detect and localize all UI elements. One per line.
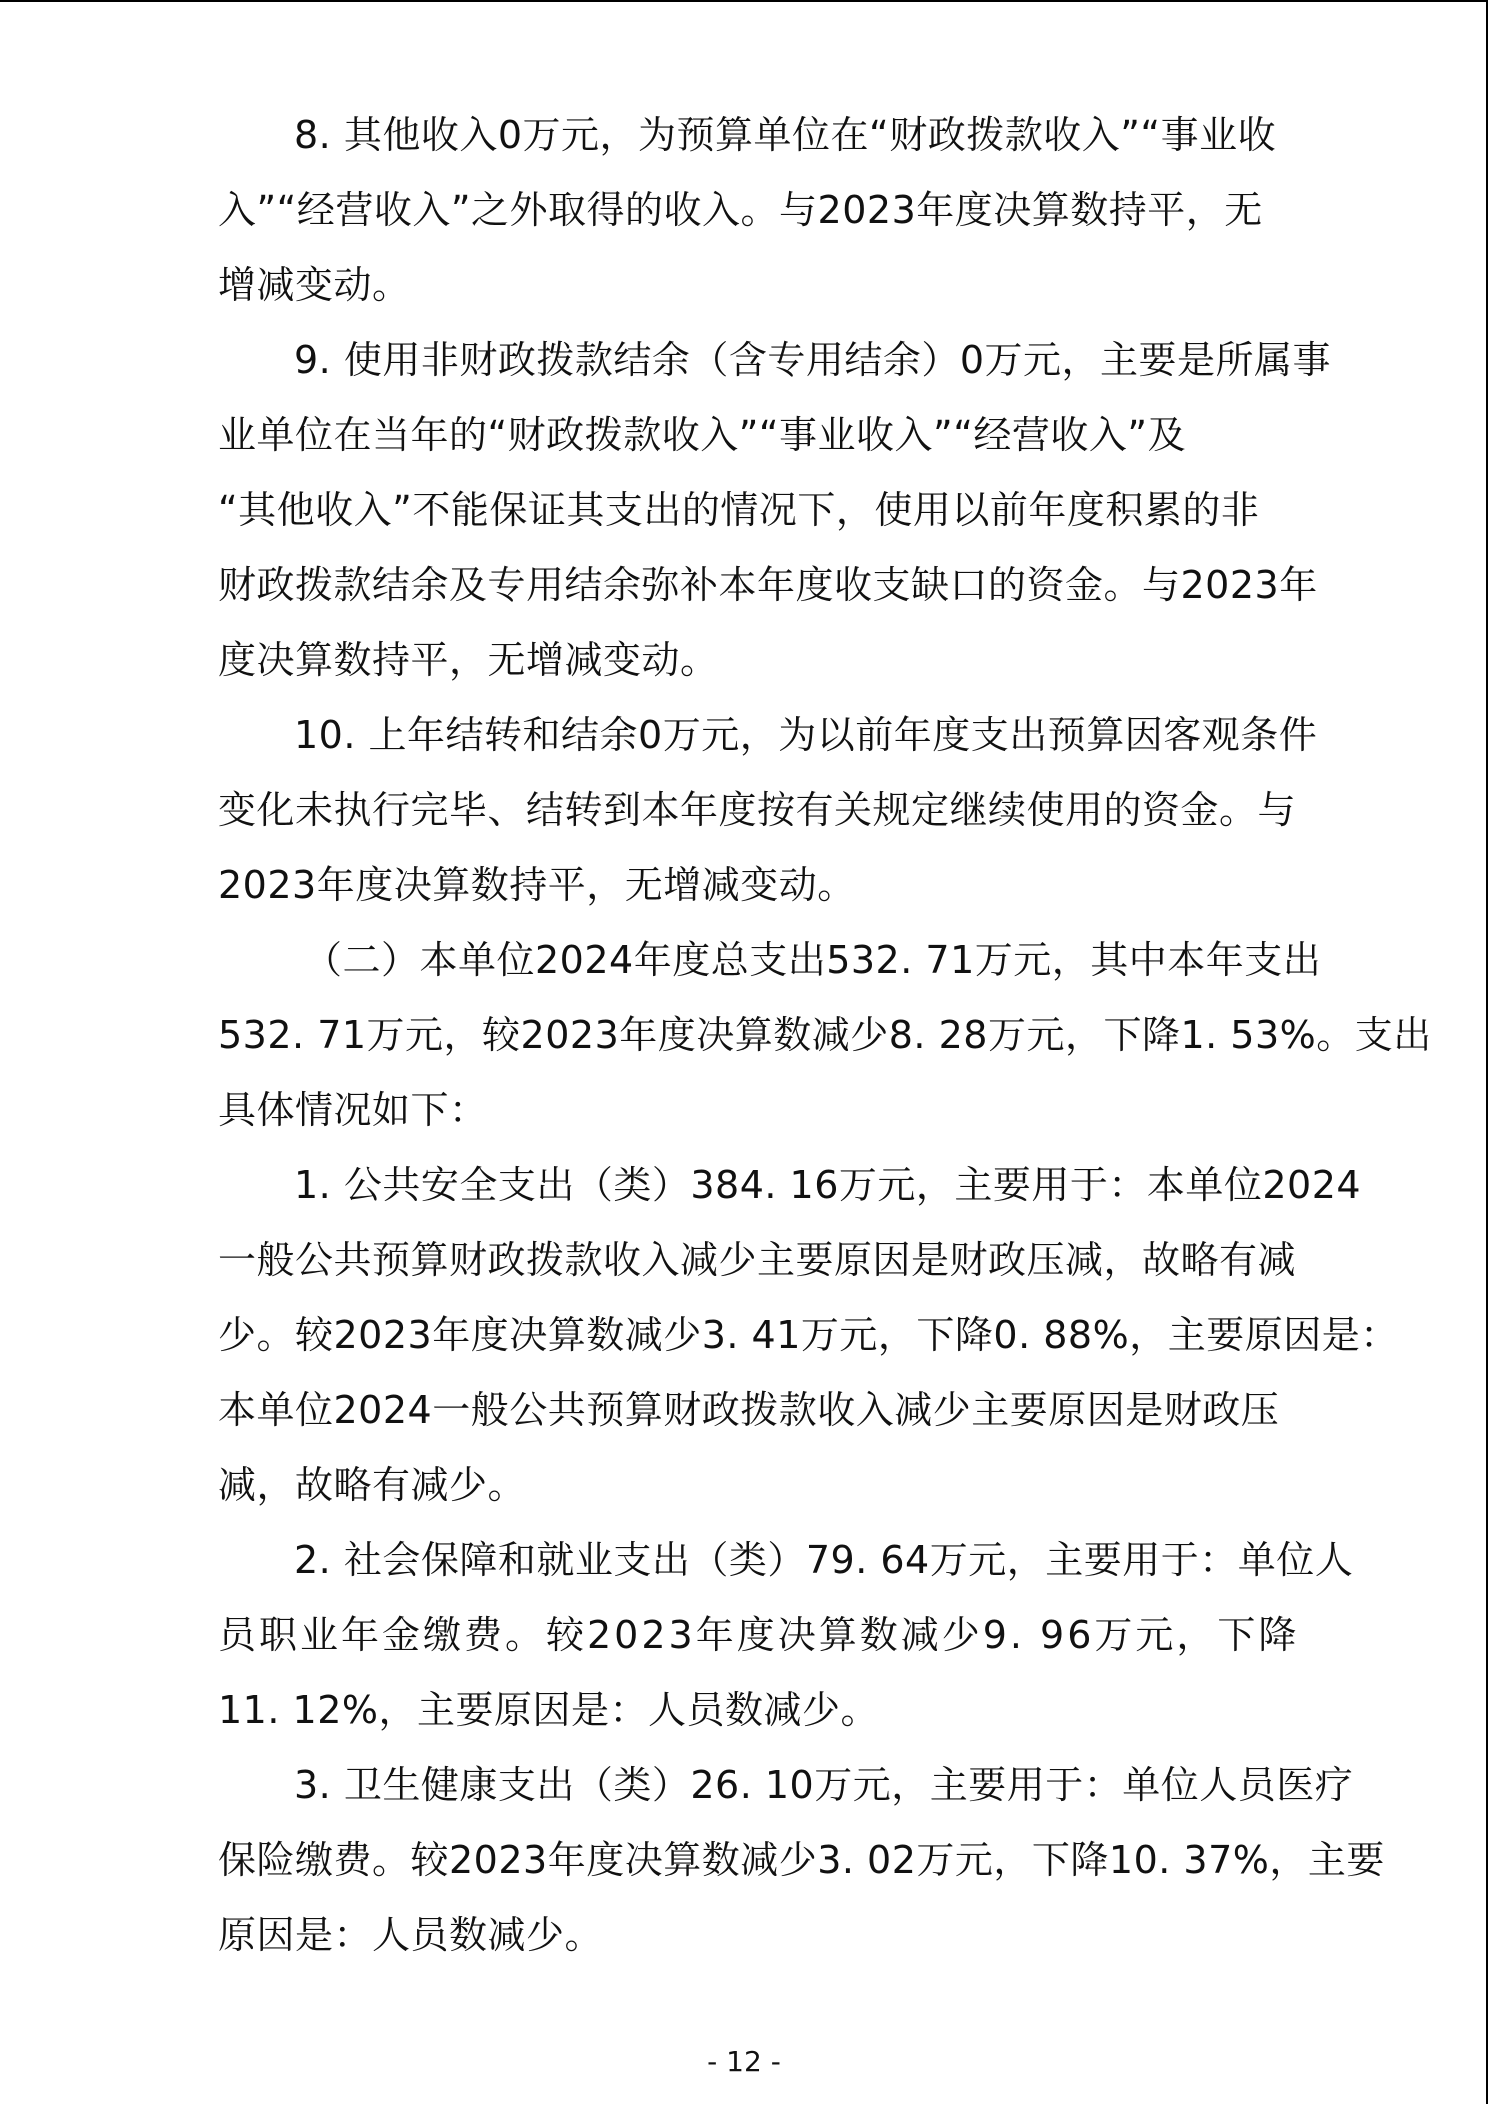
top-border-line	[0, 0, 1488, 2]
paragraph-9-line-4: 财政拨款结余及专用结余弥补本年度收支缺口的资金。与2023年	[218, 563, 1318, 607]
paragraph-8-line-2: 入”“经营收入”之外取得的收入。与2023年度决算数持平，无	[218, 188, 1263, 232]
body-text	[218, 98, 1432, 1973]
expenditure-3-line-1: 3. 卫生健康支出（类）26. 10万元，主要用于：单位人员医疗	[294, 1763, 1354, 1807]
paragraph-8-line-1: 8. 其他收入0万元，为预算单位在“财政拨款收入”“事业收	[294, 113, 1277, 157]
paragraph-10-line-3: 2023年度决算数持平，无增减变动。	[218, 863, 856, 907]
expenditure-1-line-1: 1. 公共安全支出（类）384. 16万元，主要用于：本单位2024	[294, 1163, 1362, 1207]
paragraph-10-line-1: 10. 上年结转和结余0万元，为以前年度支出预算因客观条件	[294, 713, 1318, 757]
section-2-line-2: 532. 71万元，较2023年度决算数减少8. 28万元，下降1. 53%。支出	[218, 1013, 1432, 1057]
expenditure-1-line-4: 本单位2024一般公共预算财政拨款收入减少主要原因是财政压	[218, 1388, 1280, 1432]
expenditure-3-line-3: 原因是：人员数减少。	[218, 1913, 604, 1957]
paragraph-9-line-2: 业单位在当年的“财政拨款收入”“事业收入”“经营收入”及	[218, 413, 1187, 457]
section-2-line-1: （二）本单位2024年度总支出532. 71万元，其中本年支出	[304, 938, 1322, 982]
paragraph-9-line-3: “其他收入”不能保证其支出的情况下，使用以前年度积累的非	[218, 488, 1260, 532]
paragraph-9-line-1: 9. 使用非财政拨款结余（含专用结余）0万元，主要是所属事	[294, 338, 1332, 382]
paragraph-10-line-2: 变化未执行完毕、结转到本年度按有关规定继续使用的资金。与	[218, 788, 1297, 832]
section-2-line-3: 具体情况如下：	[218, 1088, 488, 1132]
expenditure-2-line-2: 员职业年金缴费。较2023年度决算数减少9. 96万元，下降	[218, 1613, 1300, 1657]
paragraph-9-line-5: 度决算数持平，无增减变动。	[218, 638, 719, 682]
page-number: - 12 -	[707, 2045, 781, 2078]
expenditure-1-line-5: 减，故略有减少。	[218, 1463, 527, 1507]
expenditure-2-line-1: 2. 社会保障和就业支出（类）79. 64万元，主要用于：单位人	[294, 1538, 1354, 1582]
expenditure-3-line-2: 保险缴费。较2023年度决算数减少3. 02万元，下降10. 37%，主要	[218, 1838, 1385, 1882]
expenditure-1-line-2: 一般公共预算财政拨款收入减少主要原因是财政压减，故略有减	[218, 1238, 1297, 1282]
paragraph-8-line-3: 增减变动。	[218, 263, 411, 307]
expenditure-1-line-3: 少。较2023年度决算数减少3. 41万元，下降0. 88%，主要原因是：	[218, 1313, 1399, 1357]
expenditure-2-line-3: 11. 12%，主要原因是：人员数减少。	[218, 1688, 879, 1732]
